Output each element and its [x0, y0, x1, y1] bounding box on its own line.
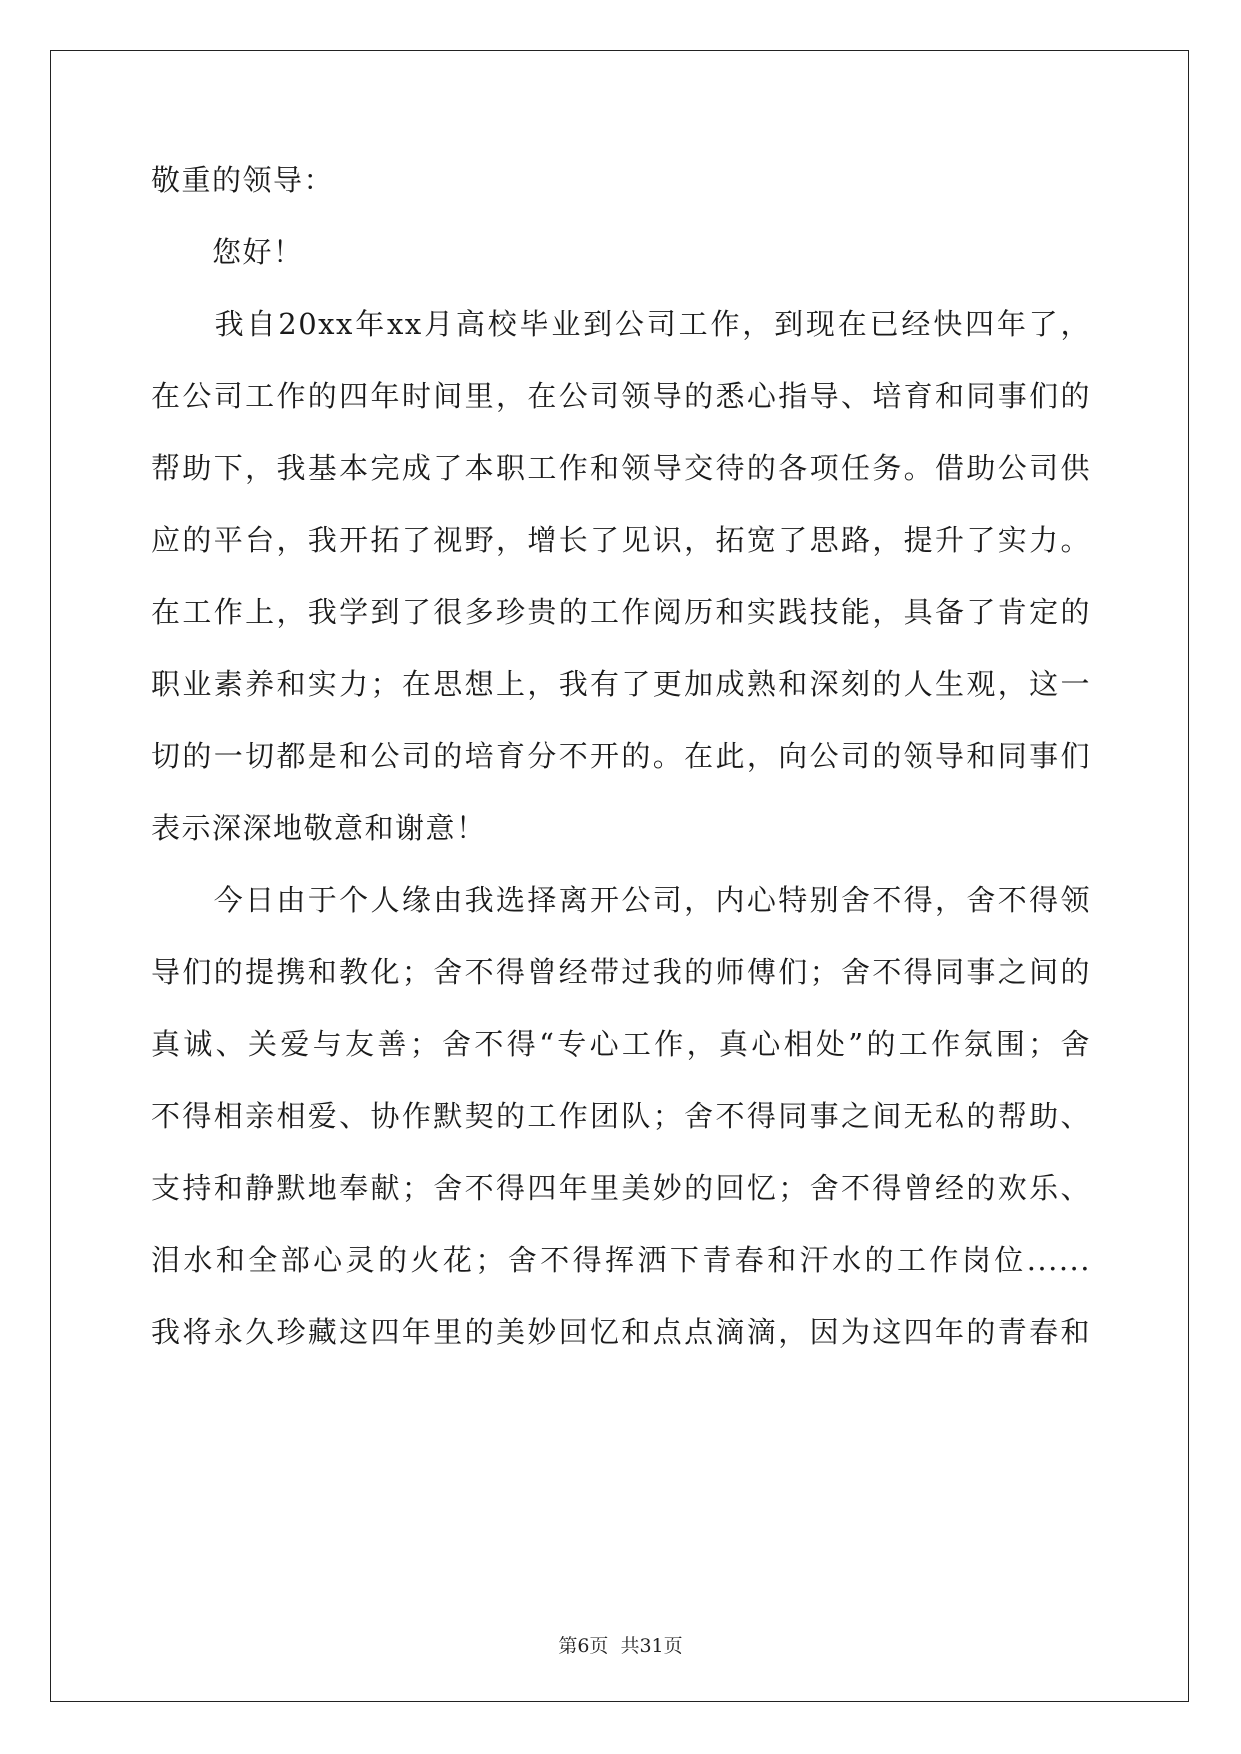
paragraph-line: 职业素养和实力；在思想上，我有了更加成熟和深刻的人生观，这一 [151, 667, 1091, 701]
paragraph-line: 我将永久珍藏这四年里的美妙回忆和点点滴滴，因为这四年的青春和 [151, 1315, 1091, 1349]
page-footer [0, 1631, 1241, 1658]
paragraph-line: 真诚、关爱与友善；舍不得“专心工作，真心相处”的工作氛围；舍 [151, 1027, 1091, 1061]
page-number: 第6页 [558, 1635, 609, 1657]
paragraph-line: 导们的提携和教化；舍不得曾经带过我的师傅们；舍不得同事之间的 [151, 955, 1091, 989]
greeting: 您好！ [151, 235, 304, 269]
page-border [50, 50, 1189, 1702]
paragraph-line: 支持和静默地奉献；舍不得四年里美妙的回忆；舍不得曾经的欢乐、 [151, 1171, 1091, 1205]
paragraph-line: 帮助下，我基本完成了本职工作和领导交待的各项任务。借助公司供 [151, 451, 1091, 485]
paragraph-line: 在公司工作的四年时间里，在公司领导的悉心指导、培育和同事们的 [151, 379, 1091, 413]
paragraph-line: 在工作上，我学到了很多珍贵的工作阅历和实践技能，具备了肯定的 [151, 595, 1091, 629]
paragraph-line: 泪水和全部心灵的火花；舍不得挥洒下青春和汗水的工作岗位...... [151, 1243, 1091, 1277]
page-total: 共31页 [620, 1635, 683, 1657]
paragraph-line: 不得相亲相爱、协作默契的工作团队；舍不得同事之间无私的帮助、 [151, 1099, 1091, 1133]
paragraph-line: 切的一切都是和公司的培育分不开的。在此，向公司的领导和同事们 [151, 739, 1091, 773]
paragraph-line: 我自20xx年xx月高校毕业到公司工作，到现在已经快四年了， [151, 307, 1091, 341]
paragraph-line: 今日由于个人缘由我选择离开公司，内心特别舍不得，舍不得领 [151, 883, 1091, 917]
salutation: 敬重的领导： [151, 163, 335, 197]
paragraph-line: 表示深深地敬意和谢意！ [151, 811, 487, 845]
paragraph-line: 应的平台，我开拓了视野，增长了见识，拓宽了思路，提升了实力。 [151, 523, 1091, 557]
